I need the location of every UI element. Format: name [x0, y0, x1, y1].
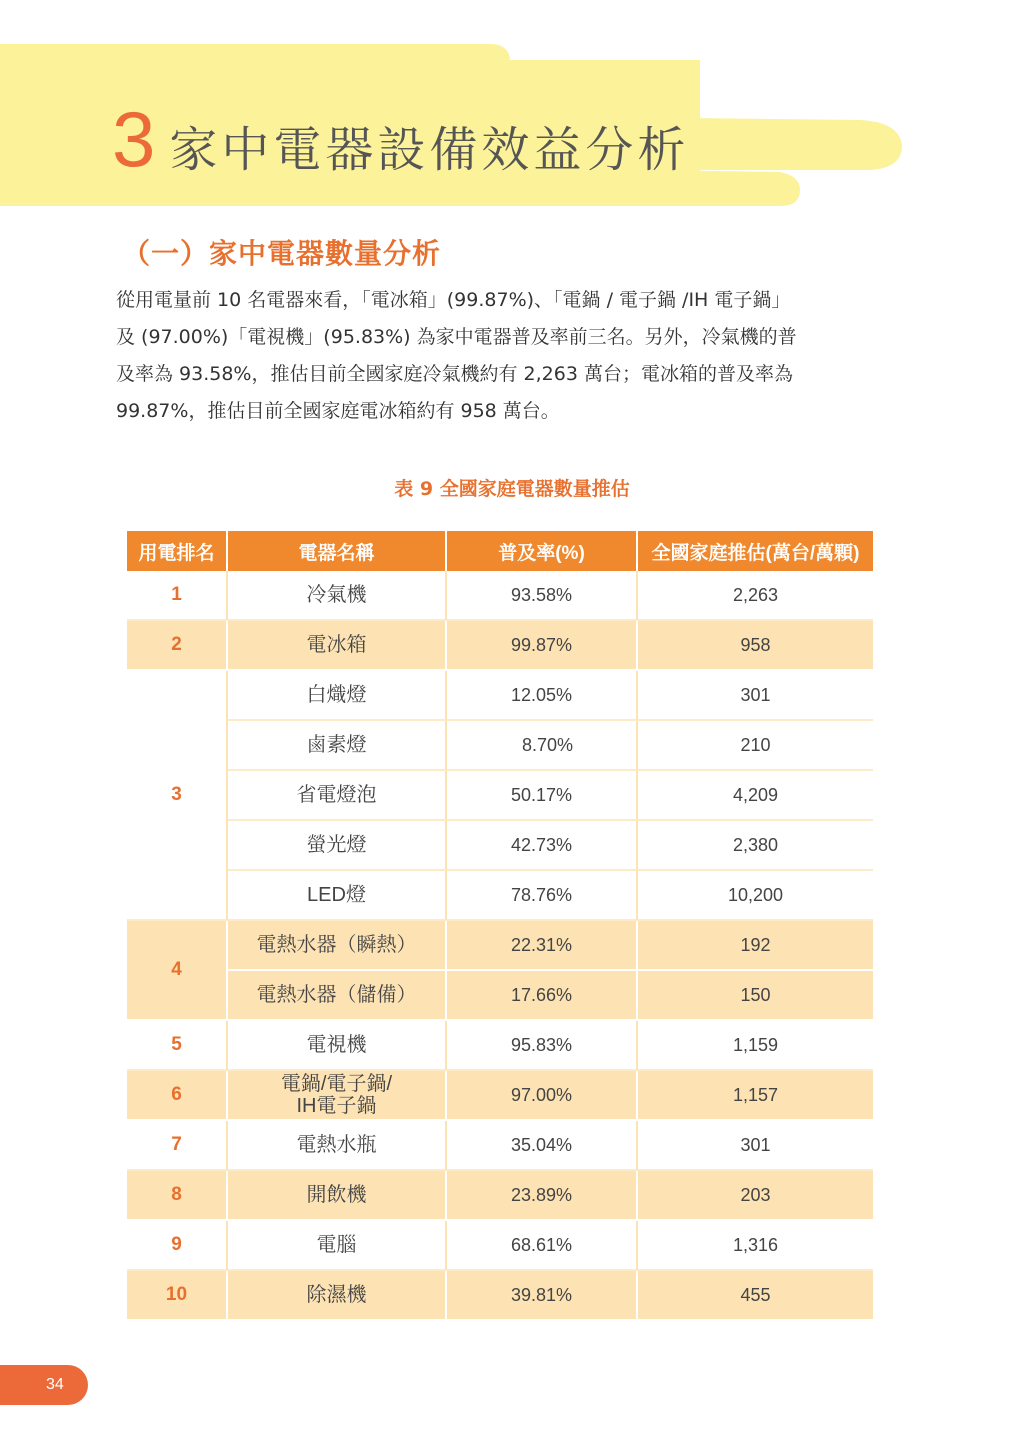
pct-cell: 22.31%	[447, 921, 638, 971]
name-cell: 電冰箱	[228, 621, 447, 671]
pct-cell: 23.89%	[447, 1171, 638, 1221]
chapter-banner	[0, 0, 1024, 230]
table-row	[127, 1021, 873, 1071]
name-line: 電鍋/電子鍋/	[280, 1073, 393, 1095]
page-number-tab	[0, 1365, 88, 1405]
paragraph-line: 及 (97.00%)「電視機」(95.83%) 為家中電器普及率前三名。另外，冷氣機的普	[116, 326, 797, 348]
name-cell: 電熱水器（儲備）	[228, 971, 447, 1021]
paragraph-line: 從用電量前 10 名電器來看，「電冰箱」(99.87%)、「電鍋 / 電子鍋 /IH 電子鍋」	[116, 289, 791, 311]
name-cell: 開飲機	[228, 1171, 447, 1221]
est-cell: 210	[638, 721, 873, 771]
rank-cell: 6	[127, 1071, 228, 1121]
table-row	[127, 1221, 873, 1271]
est-cell: 203	[638, 1171, 873, 1221]
chapter-title-text: 家中電器設備效益分析	[169, 122, 690, 178]
pct-cell: 8.70%	[447, 721, 638, 771]
est-cell: 2,380	[638, 821, 873, 871]
header-percentage: 普及率(%)	[447, 531, 638, 571]
est-cell: 4,209	[638, 771, 873, 821]
est-cell: 958	[638, 621, 873, 671]
pct-cell: 17.66%	[447, 971, 638, 1021]
table-row	[127, 571, 873, 621]
name-cell: 電視機	[228, 1021, 447, 1071]
rank-cell: 9	[127, 1221, 228, 1271]
paragraph-line: 99.87%，推估目前全國家庭電冰箱約有 958 萬台。	[116, 400, 560, 422]
table-caption: 表 9 全國家庭電器數量推估	[394, 478, 630, 500]
paragraph-line: 及率為 93.58%，推估目前全國家庭冷氣機約有 2,263 萬台；電冰箱的普及率為	[116, 363, 793, 385]
name-cell: 冷氣機	[228, 571, 447, 621]
rank-cell: 2	[127, 621, 228, 671]
table-row	[127, 671, 873, 721]
table-row	[127, 621, 873, 671]
table-row	[127, 971, 873, 1021]
chapter-number: 3	[112, 95, 156, 183]
pct-cell: 68.61%	[447, 1221, 638, 1271]
est-cell: 150	[638, 971, 873, 1021]
section-heading: （一）家中電器數量分析	[122, 237, 442, 270]
appliance-table	[127, 531, 873, 1321]
pct-cell: 39.81%	[447, 1271, 638, 1321]
rank-cell: 3	[127, 671, 228, 921]
name-cell: 白熾燈	[228, 671, 447, 721]
name-cell: 除濕機	[228, 1271, 447, 1321]
est-cell: 1,159	[638, 1021, 873, 1071]
header-estimate: 全國家庭推估(萬台/萬顆)	[638, 531, 873, 571]
name-cell: 鹵素燈	[228, 721, 447, 771]
page-number: 34	[46, 1376, 64, 1393]
pct-cell: 78.76%	[447, 871, 638, 921]
pct-cell: 95.83%	[447, 1021, 638, 1071]
est-cell: 10,200	[638, 871, 873, 921]
name-cell: 電熱水瓶	[228, 1121, 447, 1171]
table-row	[127, 721, 873, 771]
table-row	[127, 921, 873, 971]
est-cell: 455	[638, 1271, 873, 1321]
rank-cell: 7	[127, 1121, 228, 1171]
table-row	[127, 1171, 873, 1221]
chapter-title	[112, 95, 690, 183]
table-row	[127, 1271, 873, 1321]
pct-cell: 42.73%	[447, 821, 638, 871]
table-row	[127, 871, 873, 921]
pct-cell: 35.04%	[447, 1121, 638, 1171]
pct-cell: 50.17%	[447, 771, 638, 821]
name-cell	[228, 1071, 447, 1121]
pct-cell: 97.00%	[447, 1071, 638, 1121]
table-row	[127, 1121, 873, 1171]
rank-cell: 8	[127, 1171, 228, 1221]
table-header-row	[127, 531, 873, 571]
name-cell: 省電燈泡	[228, 771, 447, 821]
rank-cell: 10	[127, 1271, 228, 1321]
body-paragraph	[116, 282, 902, 430]
est-cell: 301	[638, 671, 873, 721]
header-name: 電器名稱	[228, 531, 447, 571]
rank-cell: 5	[127, 1021, 228, 1071]
pct-cell: 99.87%	[447, 621, 638, 671]
rank-cell: 1	[127, 571, 228, 621]
est-cell: 301	[638, 1121, 873, 1171]
table-row	[127, 771, 873, 821]
table-row	[127, 821, 873, 871]
name-cell: 電腦	[228, 1221, 447, 1271]
est-cell: 1,316	[638, 1221, 873, 1271]
name-cell: 螢光燈	[228, 821, 447, 871]
table-row	[127, 1071, 873, 1121]
name-cell: LED燈	[228, 871, 447, 921]
rank-cell: 4	[127, 921, 228, 1021]
name-line: IH電子鍋	[296, 1095, 377, 1117]
name-cell: 電熱水器（瞬熱）	[228, 921, 447, 971]
pct-cell: 12.05%	[447, 671, 638, 721]
est-cell: 192	[638, 921, 873, 971]
pct-cell: 93.58%	[447, 571, 638, 621]
header-rank: 用電排名	[127, 531, 228, 571]
est-cell: 1,157	[638, 1071, 873, 1121]
est-cell: 2,263	[638, 571, 873, 621]
